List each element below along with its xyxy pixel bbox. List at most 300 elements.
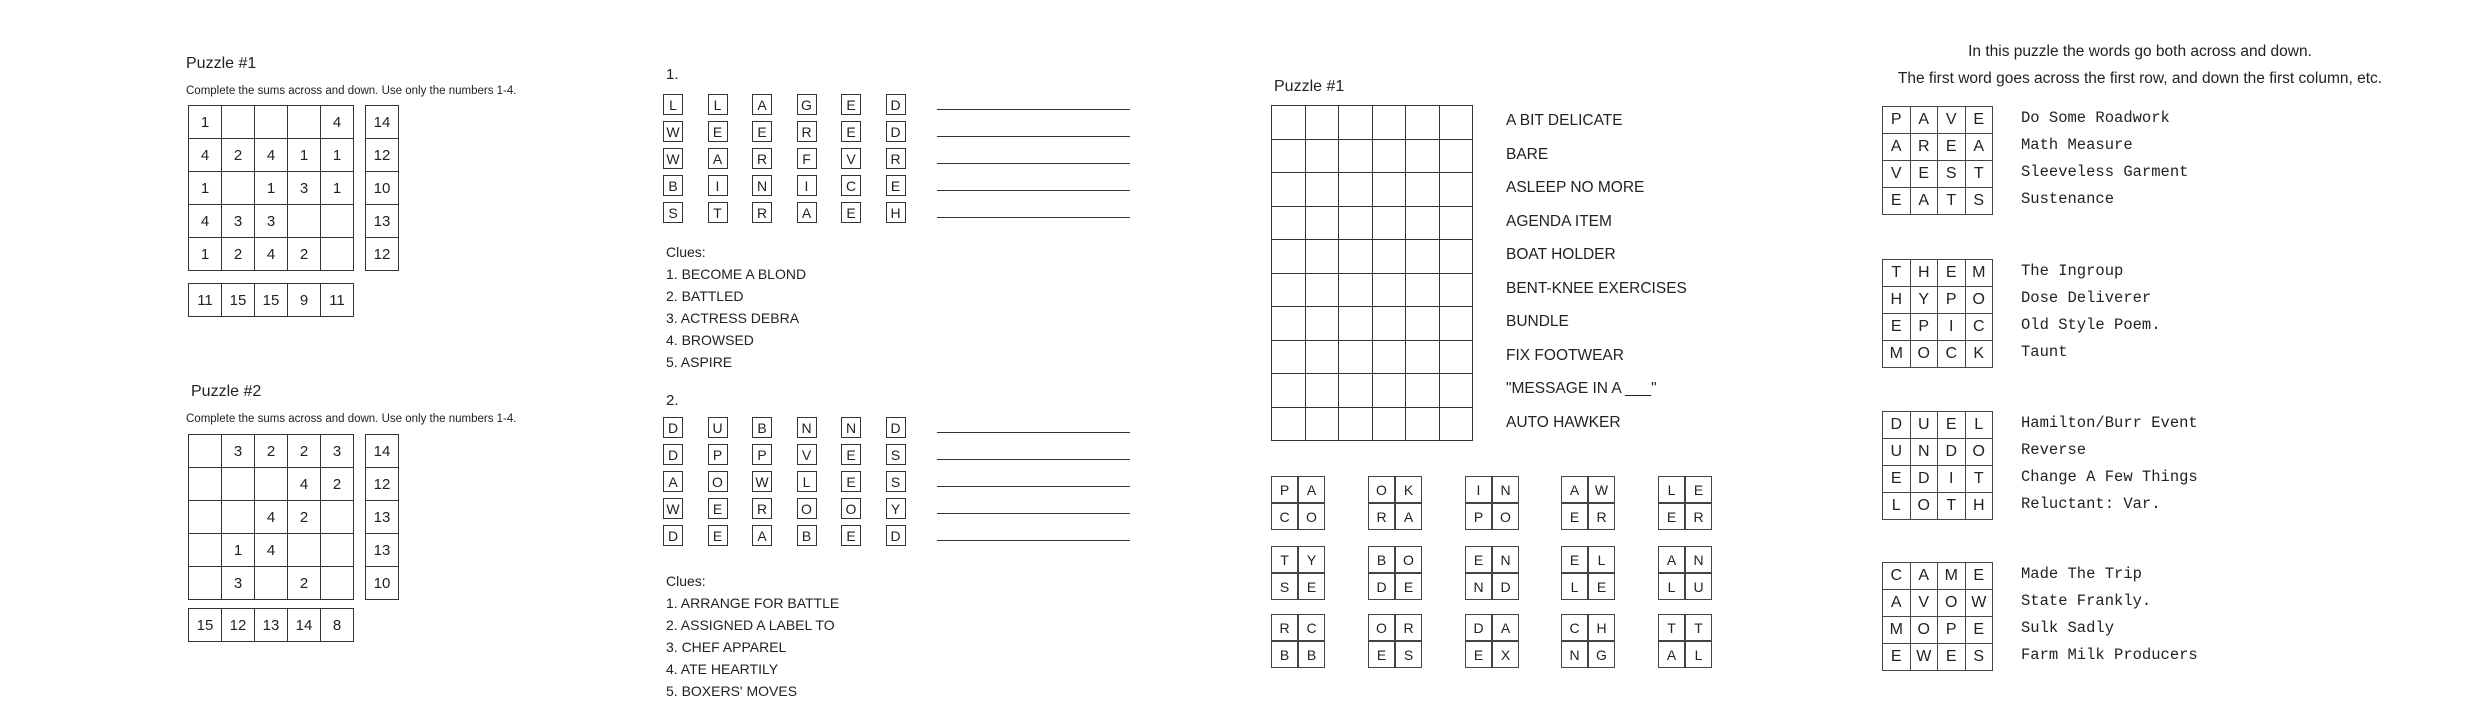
word-square-clue: Farm Milk Producers [2021,646,2198,664]
letter-box: N [752,175,772,196]
blank-grid-cell [1338,105,1373,140]
word-square-cell: A [1910,187,1939,215]
scramble-2-number: 2. [666,392,679,409]
tile-letter: X [1492,641,1519,668]
sum-cell: 1 [188,237,222,271]
word-square-cell: R [1910,133,1939,161]
tile-letter: O [1368,614,1395,641]
row-sum: 12 [365,467,399,501]
tile-letter: E [1298,573,1325,600]
clue-item: 4. BROWSED [666,332,754,348]
blank-grid-cell [1305,306,1340,341]
sum-cell [188,434,222,468]
letter-box: U [708,417,728,438]
sum-cell [188,566,222,600]
tile-letter: C [1271,503,1298,530]
tile-letter: S [1395,641,1422,668]
letter-box: D [663,444,683,465]
row-sum: 14 [365,105,399,139]
letter-box: E [841,444,861,465]
word-square-cell: E [1965,562,1994,590]
column-sum: 11 [188,283,222,317]
sum-cell: 2 [287,500,321,534]
scramble-2-clues-heading: Clues: [666,573,706,589]
tile-letter: S [1271,573,1298,600]
blank-grid-cell [1405,206,1440,241]
blank-grid-cell [1338,373,1373,408]
word-square-clue: Sleeveless Garment [2021,163,2189,181]
blank-grid-cell [1439,373,1474,408]
column-sum: 13 [254,608,288,642]
word-square-cell: U [1910,411,1939,439]
letter-box: A [797,202,817,223]
row-sum: 12 [365,237,399,271]
tile-letter: E [1588,573,1615,600]
sum-cell [254,566,288,600]
word-square-cell: M [1882,340,1911,368]
sum-cell: 1 [254,171,288,205]
blank-grid-cell [1405,172,1440,207]
blank-grid-cell [1439,340,1474,375]
word-grid-clue: BARE [1506,145,1549,163]
blank-grid-cell [1271,239,1306,274]
answer-line [937,540,1130,541]
sum-cell [188,500,222,534]
sum-cell: 4 [254,237,288,271]
tile-letter: G [1588,641,1615,668]
clue-item: 2. ASSIGNED A LABEL TO [666,617,835,633]
tile-letter: P [1465,503,1492,530]
letter-box: E [841,121,861,142]
sum-cell [287,105,321,139]
blank-grid-cell [1372,105,1407,140]
tile-letter: O [1395,546,1422,573]
clue-item: 3. CHEF APPAREL [666,639,787,655]
word-grid-clue: FIX FOOTWEAR [1506,346,1624,364]
tile-letter: A [1492,614,1519,641]
word-square-cell: C [1882,562,1911,590]
word-square-cell: O [1965,438,1994,466]
clue-item: 3. ACTRESS DEBRA [666,310,800,326]
blank-grid-cell [1305,172,1340,207]
tile-letter: E [1658,503,1685,530]
word-square-cell: K [1965,340,1994,368]
letter-box: L [797,471,817,492]
letter-box: O [797,498,817,519]
word-square-cell: H [1965,492,1994,520]
word-square-clue: The Ingroup [2021,262,2124,280]
tile-letter: D [1492,573,1519,600]
letter-box: T [708,202,728,223]
word-square-cell: E [1882,313,1911,341]
tile-letter: E [1395,573,1422,600]
answer-line [937,459,1130,460]
word-square-cell: S [1937,160,1966,188]
sum-cell: 4 [254,500,288,534]
word-square-cell: I [1937,313,1966,341]
letter-box: H [886,202,906,223]
letter-box: N [841,417,861,438]
answer-line [937,486,1130,487]
letter-box: L [663,94,683,115]
blank-grid-cell [1305,206,1340,241]
letter-box: E [708,498,728,519]
tile-letter: R [1368,503,1395,530]
letter-box: A [663,471,683,492]
sum-cell: 4 [287,467,321,501]
letter-box: R [886,148,906,169]
blank-grid-cell [1271,172,1306,207]
sum-cell: 3 [221,434,255,468]
blank-grid-cell [1439,407,1474,442]
letter-box: N [797,417,817,438]
word-grid-clue: BUNDLE [1506,313,1569,330]
word-square-cell: E [1937,643,1966,671]
word-square-cell: A [1882,589,1911,617]
tile-letter: W [1588,476,1615,503]
word-square-cell: U [1882,438,1911,466]
blank-grid-cell [1405,340,1440,375]
word-square-clue: Change A Few Things [2021,468,2198,486]
sum-cell: 3 [254,204,288,238]
tile-letter: O [1298,503,1325,530]
word-square-cell: P [1910,313,1939,341]
clue-item: 5. ASPIRE [666,354,733,370]
tile-letter: E [1561,503,1588,530]
blank-grid-cell [1439,239,1474,274]
word-square-cell: O [1937,589,1966,617]
word-square-cell: D [1937,438,1966,466]
word-square-cell: E [1882,465,1911,493]
word-squares-intro-1: In this puzzle the words go both across and down. [1968,43,2312,60]
tile-letter: L [1658,476,1685,503]
word-square-cell: O [1910,340,1939,368]
blank-grid-cell [1305,340,1340,375]
word-square-cell: H [1882,286,1911,314]
sum-puzzle-1-instructions: Complete the sums across and down. Use only the numbers 1-4. [186,85,517,97]
letter-box: F [797,148,817,169]
word-square-cell: E [1882,643,1911,671]
column-sum: 11 [320,283,354,317]
sum-cell [221,171,255,205]
tile-letter: N [1561,641,1588,668]
letter-box: A [752,94,772,115]
letter-box: S [886,444,906,465]
letter-box: R [752,202,772,223]
blank-grid-cell [1439,306,1474,341]
blank-grid-cell [1305,105,1340,140]
blank-grid-cell [1372,172,1407,207]
word-square-clue: Hamilton/Burr Event [2021,414,2198,432]
tile-letter: N [1685,546,1712,573]
tile-letter: B [1298,641,1325,668]
letter-box: E [708,121,728,142]
tile-letter: A [1561,476,1588,503]
letter-box: D [886,94,906,115]
blank-grid-cell [1338,172,1373,207]
tile-letter: L [1561,573,1588,600]
sum-cell: 4 [188,204,222,238]
letter-box: D [886,121,906,142]
word-square-cell: W [1910,643,1939,671]
clue-item: 4. ATE HEARTILY [666,661,779,677]
letter-box: O [708,471,728,492]
word-square-clue: Sulk Sadly [2021,619,2115,637]
word-square-cell: E [1937,259,1966,287]
tile-letter: H [1588,614,1615,641]
blank-grid-cell [1271,306,1306,341]
letter-box: I [797,175,817,196]
letter-box: E [841,525,861,546]
word-grid-clue: BOAT HOLDER [1506,246,1616,263]
tile-letter: R [1395,614,1422,641]
word-square-cell: P [1882,106,1911,134]
blank-grid-cell [1405,306,1440,341]
sum-cell [221,500,255,534]
word-square-cell: S [1965,187,1994,215]
letter-box: W [663,148,683,169]
word-square-cell: P [1937,286,1966,314]
column-sum: 9 [287,283,321,317]
blank-grid-cell [1439,105,1474,140]
letter-box: E [841,94,861,115]
letter-box: P [708,444,728,465]
word-square-cell: A [1882,133,1911,161]
word-square-clue: Taunt [2021,343,2068,361]
blank-grid-cell [1305,139,1340,174]
sum-cell: 2 [254,434,288,468]
row-sum: 13 [365,533,399,567]
letter-box: L [708,94,728,115]
clue-item: 1. BECOME A BLOND [666,266,807,282]
sum-cell: 2 [287,566,321,600]
letter-box: S [886,471,906,492]
column-sum: 15 [221,283,255,317]
word-square-cell: E [1910,160,1939,188]
sum-cell [287,533,321,567]
clue-item: 5. BOXERS' MOVES [666,683,798,699]
blank-grid-cell [1271,407,1306,442]
word-square-clue: Old Style Poem. [2021,316,2161,334]
sum-cell: 2 [320,467,354,501]
column-sum: 12 [221,608,255,642]
word-square-cell: Y [1910,286,1939,314]
letter-box: B [797,525,817,546]
word-square-cell: O [1965,286,1994,314]
blank-grid-cell [1338,273,1373,308]
answer-line [937,109,1130,110]
sum-cell [188,467,222,501]
word-grid-title: Puzzle #1 [1274,78,1345,95]
tile-letter: A [1658,641,1685,668]
blank-grid-cell [1439,273,1474,308]
letter-box: R [752,498,772,519]
letter-box: I [708,175,728,196]
word-square-clue: Reverse [2021,441,2087,459]
tile-letter: L [1685,641,1712,668]
row-sum: 14 [365,434,399,468]
letter-box: W [752,471,772,492]
sum-cell [254,467,288,501]
word-square-clue: Do Some Roadwork [2021,109,2170,127]
tile-letter: K [1395,476,1422,503]
word-square-cell: S [1965,643,1994,671]
sum-cell: 2 [221,138,255,172]
answer-line [937,190,1130,191]
row-sum: 13 [365,204,399,238]
column-sum: 14 [287,608,321,642]
word-square-cell: A [1965,133,1994,161]
tile-letter: O [1368,476,1395,503]
tile-letter: Y [1298,546,1325,573]
tile-letter: I [1465,476,1492,503]
letter-box: V [841,148,861,169]
blank-grid-cell [1372,373,1407,408]
letter-box: B [663,175,683,196]
blank-grid-cell [1405,407,1440,442]
clue-item: 1. ARRANGE FOR BATTLE [666,595,840,611]
letter-box: E [886,175,906,196]
blank-grid-cell [1338,239,1373,274]
sum-cell [221,467,255,501]
tile-letter: E [1465,546,1492,573]
sum-cell: 4 [254,533,288,567]
sum-cell: 2 [287,434,321,468]
word-square-cell: C [1937,340,1966,368]
sum-cell: 3 [320,434,354,468]
letter-box: D [886,417,906,438]
blank-grid-cell [1271,273,1306,308]
letter-box: D [663,417,683,438]
word-square-cell: E [1937,133,1966,161]
blank-grid-cell [1338,139,1373,174]
column-sum: 15 [188,608,222,642]
letter-box: E [708,525,728,546]
tile-letter: R [1588,503,1615,530]
word-grid-clue: A BIT DELICATE [1506,112,1623,129]
sum-cell: 1 [287,138,321,172]
word-square-cell: E [1965,616,1994,644]
word-grid-clue: AGENDA ITEM [1506,212,1612,230]
word-squares-intro-2: The first word goes across the first row, and down the first column, etc. [1897,70,2383,87]
tile-letter: N [1465,573,1492,600]
word-square-cell: O [1910,616,1939,644]
sum-cell: 1 [188,105,222,139]
word-square-cell: E [1937,411,1966,439]
tile-letter: C [1561,614,1588,641]
letter-box: B [752,417,772,438]
sum-cell: 1 [221,533,255,567]
tile-letter: L [1588,546,1615,573]
word-square-cell: H [1910,259,1939,287]
letter-box: O [841,498,861,519]
row-sum: 13 [365,500,399,534]
blank-grid-cell [1405,139,1440,174]
sum-cell: 3 [287,171,321,205]
letter-box: A [708,148,728,169]
tile-letter: U [1685,573,1712,600]
answer-line [937,136,1130,137]
letter-box: D [886,525,906,546]
blank-grid-cell [1305,239,1340,274]
word-square-cell: L [1965,411,1994,439]
tile-letter: T [1271,546,1298,573]
tile-letter: R [1271,614,1298,641]
sum-cell [287,204,321,238]
word-square-cell: E [1882,187,1911,215]
blank-grid-cell [1439,206,1474,241]
blank-grid-cell [1372,273,1407,308]
letter-box: D [663,525,683,546]
letter-box: R [752,148,772,169]
letter-box: P [752,444,772,465]
letter-box: V [797,444,817,465]
word-square-clue: State Frankly. [2021,592,2152,610]
column-sum: 15 [254,283,288,317]
answer-line [937,432,1130,433]
letter-box: R [797,121,817,142]
word-grid-clue: BENT-KNEE EXERCISES [1506,279,1687,297]
tile-letter: E [1685,476,1712,503]
word-square-cell: M [1965,259,1994,287]
tile-letter: N [1492,476,1519,503]
sum-cell: 4 [320,105,354,139]
sum-cell [320,566,354,600]
blank-grid-cell [1338,206,1373,241]
tile-letter: A [1658,546,1685,573]
sum-cell: 1 [320,171,354,205]
sum-puzzle-1-title: Puzzle #1 [186,55,257,72]
tile-letter: C [1298,614,1325,641]
blank-grid-cell [1338,340,1373,375]
blank-grid-cell [1271,139,1306,174]
letter-box: S [663,202,683,223]
sum-cell [221,105,255,139]
word-square-clue: Made The Trip [2021,565,2142,583]
word-square-clue: Reluctant: Var. [2021,495,2161,513]
tile-letter: E [1561,546,1588,573]
blank-grid-cell [1405,239,1440,274]
word-square-cell: O [1910,492,1939,520]
sum-cell [320,237,354,271]
blank-grid-cell [1271,105,1306,140]
word-square-cell: T [1937,187,1966,215]
sum-cell [188,533,222,567]
word-square-clue: Math Measure [2021,136,2133,154]
sum-puzzle-2-title: Puzzle #2 [191,383,262,400]
blank-grid-cell [1338,407,1373,442]
word-grid-clue: ASLEEP NO MORE [1506,179,1645,196]
tile-letter: O [1492,503,1519,530]
blank-grid-cell [1372,340,1407,375]
sum-cell: 2 [221,237,255,271]
word-grid-clue: AUTO HAWKER [1506,413,1621,431]
word-square-cell: N [1910,438,1939,466]
blank-grid-cell [1405,105,1440,140]
word-square-clue: Sustenance [2021,190,2115,208]
blank-grid-cell [1305,273,1340,308]
blank-grid-cell [1405,373,1440,408]
answer-line [937,163,1130,164]
word-square-cell: D [1910,465,1939,493]
word-square-cell: L [1882,492,1911,520]
blank-grid-cell [1271,373,1306,408]
word-square-cell: V [1910,589,1939,617]
tile-letter: B [1368,546,1395,573]
blank-grid-cell [1338,306,1373,341]
word-square-cell: V [1937,106,1966,134]
word-square-cell: T [1965,465,1994,493]
